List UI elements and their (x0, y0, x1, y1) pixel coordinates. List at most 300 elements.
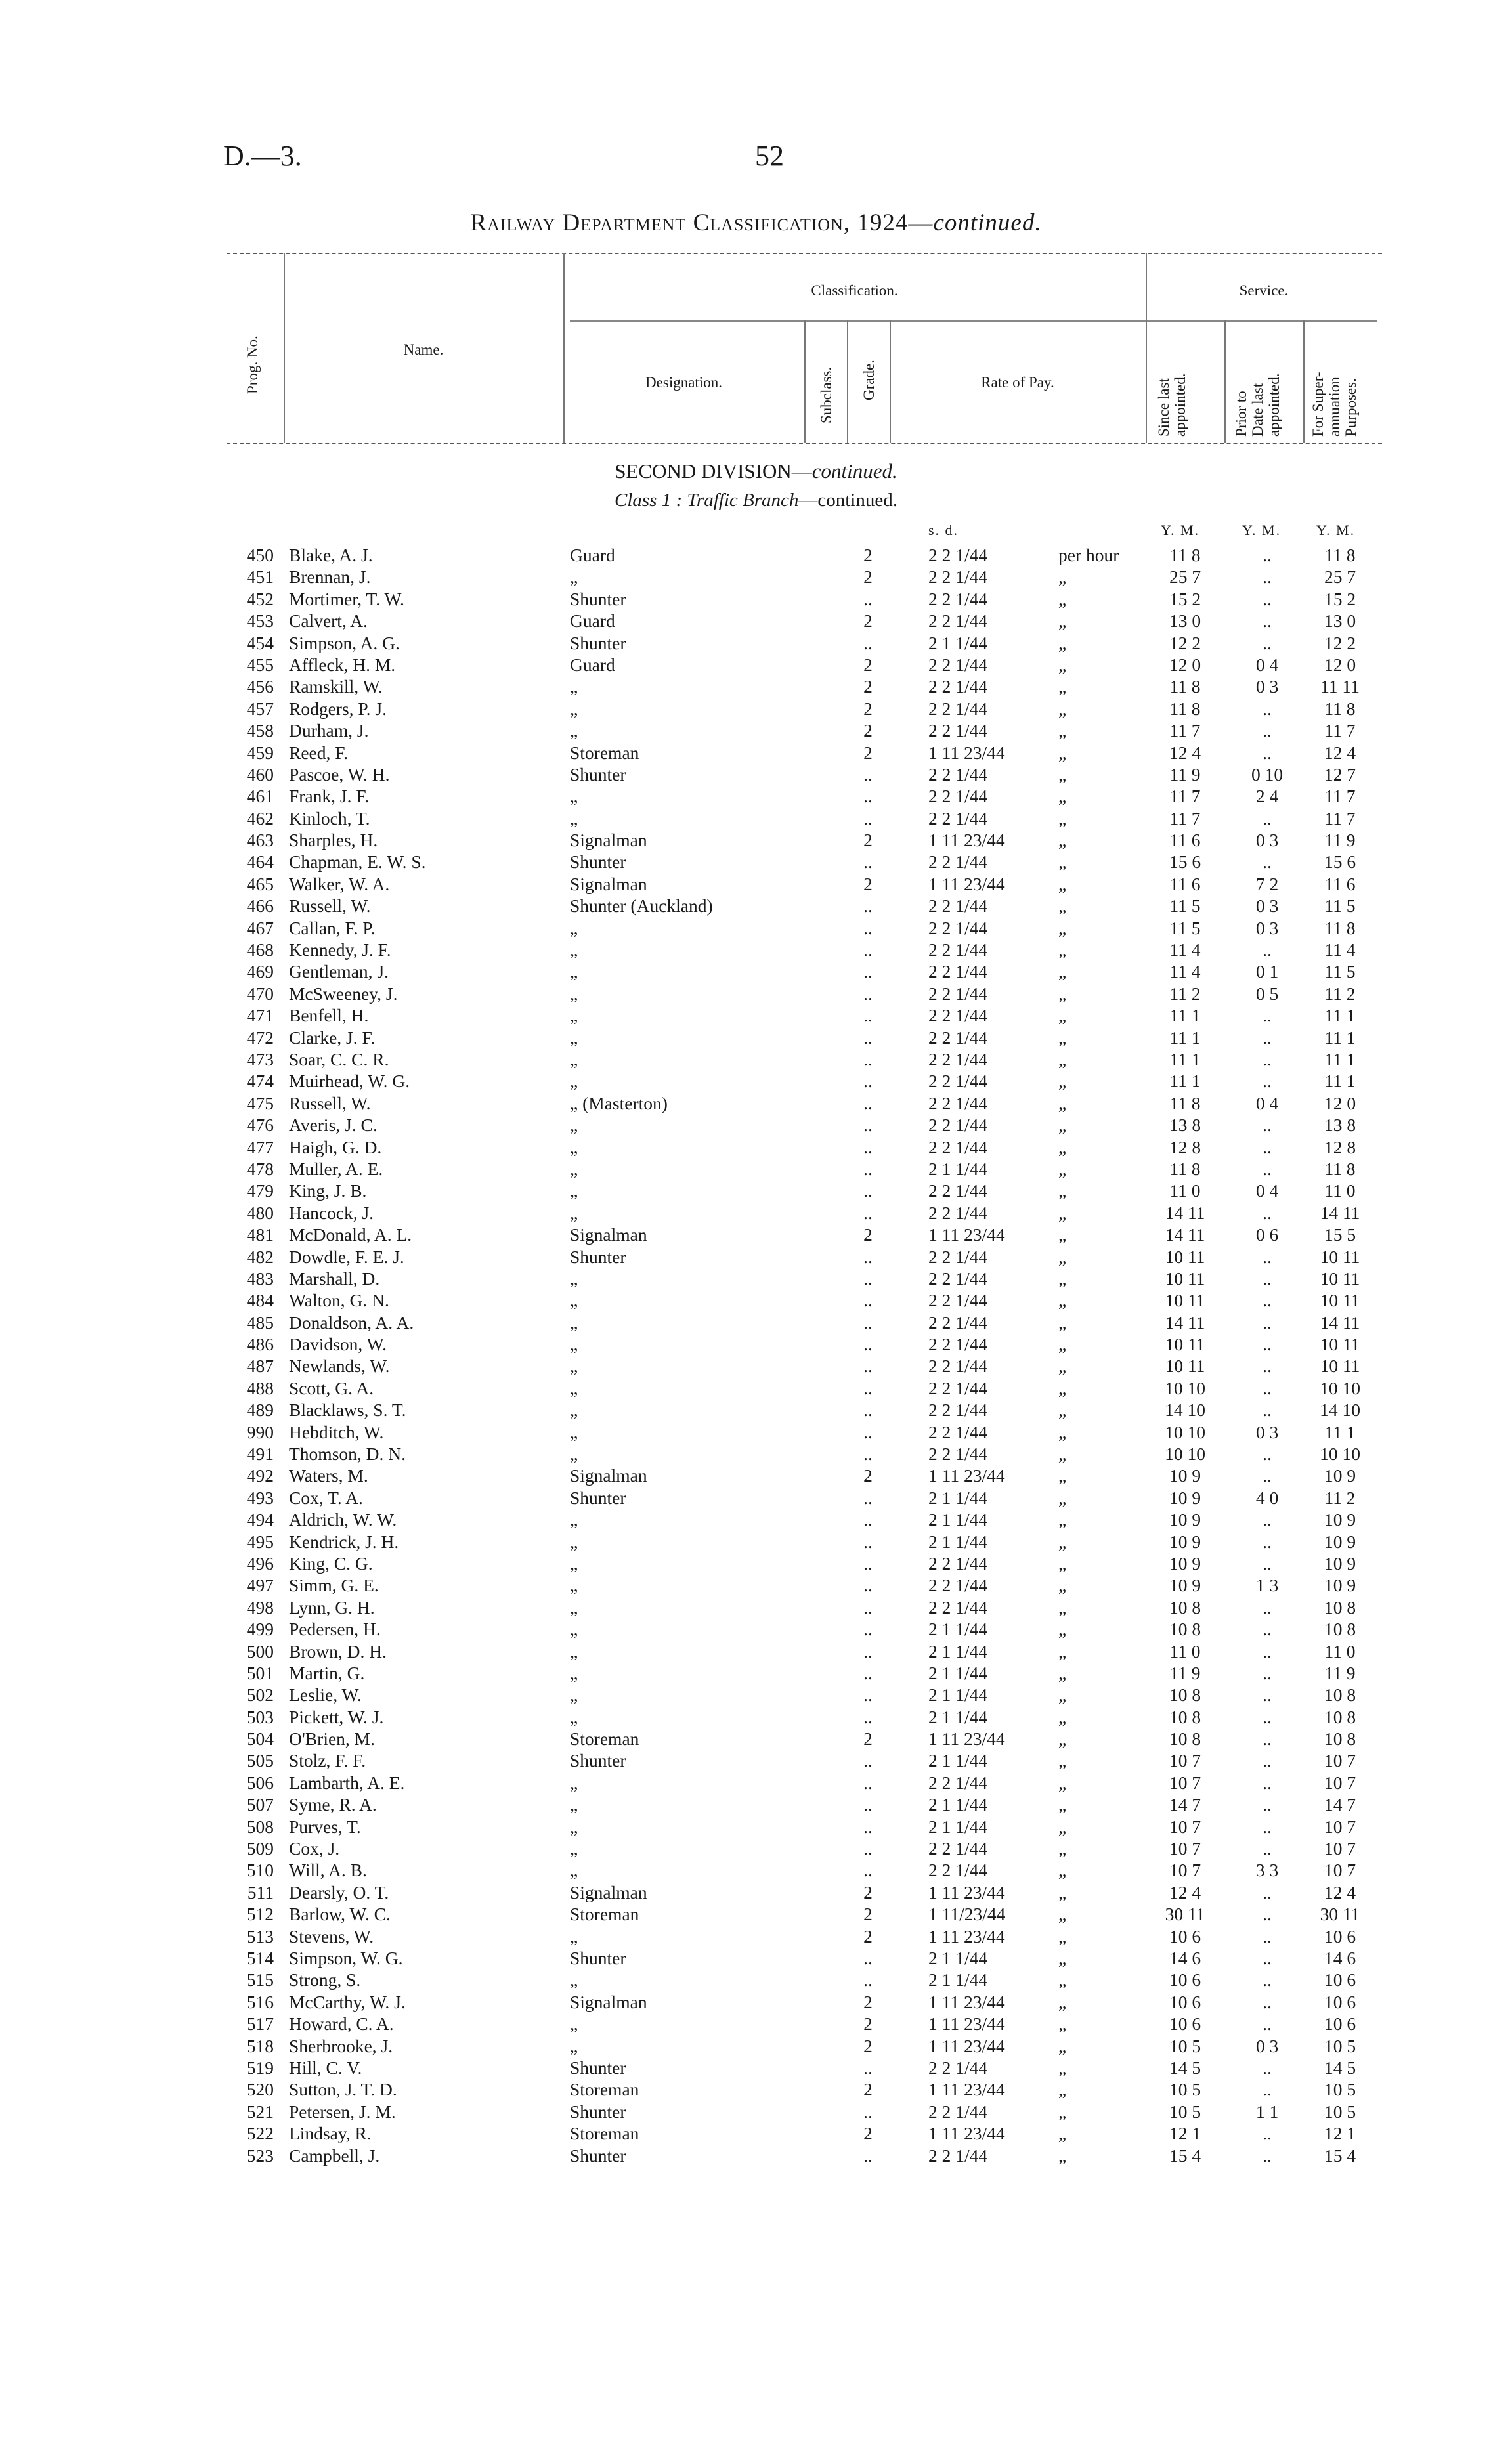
designation-cell: „ (570, 1794, 578, 1815)
superannuation-cell: 15 2 (1324, 588, 1356, 609)
rate-of-pay-cell: 2 1 1/44 (928, 1509, 988, 1530)
rate-unit-cell: „ (1058, 720, 1067, 741)
subclass-cell: .. (863, 1816, 873, 1837)
table-row (0, 1115, 1512, 1136)
header-since-text: Since last appointed. (1156, 373, 1188, 437)
table-row (0, 1027, 1512, 1049)
subclass-cell: .. (863, 1005, 873, 1026)
table-row (0, 1400, 1512, 1421)
name-cell: Russell, W. (289, 895, 371, 916)
subclass-cell: 2 (863, 654, 873, 675)
prog-no-cell: 462 (246, 807, 274, 828)
prior-service-cell: 0 10 (1251, 763, 1284, 784)
since-last-appointed-cell: 30 11 (1165, 1904, 1205, 1925)
since-last-appointed-cell: 10 10 (1165, 1444, 1205, 1465)
since-last-appointed-cell: 14 11 (1165, 1312, 1205, 1333)
prog-no-cell: 471 (246, 1005, 274, 1026)
rate-unit-cell: „ (1058, 1553, 1067, 1574)
designation-cell: „ (570, 1180, 578, 1201)
rate-of-pay-cell: 2 2 1/44 (928, 2145, 988, 2166)
page-number: 52 (755, 140, 784, 172)
prog-no-cell: 472 (246, 1027, 274, 1048)
name-cell: Kinloch, T. (289, 807, 370, 828)
rate-of-pay-cell: 2 2 1/44 (928, 1421, 988, 1442)
rate-unit-cell: „ (1058, 851, 1067, 872)
name-cell: Walker, W. A. (289, 873, 390, 894)
table-row (0, 1860, 1512, 1881)
rate-of-pay-cell: 2 1 1/44 (928, 1641, 988, 1662)
subclass-cell: .. (863, 1246, 873, 1267)
name-cell: Brown, D. H. (289, 1641, 387, 1662)
since-last-appointed-cell: 14 6 (1169, 1948, 1201, 1968)
rate-unit-cell: „ (1058, 742, 1067, 763)
table-row (0, 1816, 1512, 1838)
subclass-cell: .. (863, 1377, 873, 1398)
since-last-appointed-cell: 10 8 (1169, 1685, 1201, 1706)
designation-cell: Signalman (570, 1465, 647, 1486)
prior-service-cell: .. (1263, 1071, 1272, 1092)
rate-unit-cell: „ (1058, 807, 1067, 828)
designation-cell: Signalman (570, 1224, 647, 1245)
rate-unit-cell: „ (1058, 1005, 1067, 1026)
rate-unit-cell: „ (1058, 1575, 1067, 1596)
designation-cell: Storeman (570, 1904, 639, 1925)
superannuation-cell: 13 8 (1324, 1115, 1356, 1136)
table-row (0, 1641, 1512, 1663)
designation-cell: „ (570, 1268, 578, 1289)
since-last-appointed-cell: 11 0 (1169, 1641, 1201, 1662)
unit-super: Y. M. (1316, 522, 1356, 538)
superannuation-cell: 14 6 (1324, 1948, 1356, 1968)
rate-of-pay-cell: 2 2 1/44 (928, 1268, 988, 1289)
rate-unit-cell: „ (1058, 1619, 1067, 1640)
designation-cell: Signalman (570, 1991, 647, 2012)
prog-no-cell: 488 (246, 1377, 274, 1398)
rate-of-pay-cell: 1 11 23/44 (928, 1991, 1005, 2012)
superannuation-cell: 10 10 (1320, 1377, 1360, 1398)
subclass-cell: .. (863, 1048, 873, 1069)
subclass-cell: 2 (863, 1991, 873, 2012)
document-title (0, 209, 1512, 237)
table-row (0, 2145, 1512, 2167)
prior-service-cell: 0 3 (1255, 2035, 1279, 2056)
prior-service-cell: 0 3 (1255, 676, 1279, 697)
since-last-appointed-cell: 10 8 (1169, 1619, 1201, 1640)
superannuation-cell: 11 2 (1324, 983, 1356, 1004)
designation-cell: „ (570, 1969, 578, 1990)
prior-service-cell: 3 3 (1255, 1860, 1279, 1881)
designation-cell: Guard (570, 611, 615, 632)
subclass-cell: .. (863, 961, 873, 982)
since-last-appointed-cell: 11 5 (1169, 895, 1201, 916)
superannuation-cell: 12 4 (1324, 1881, 1356, 1902)
rate-of-pay-cell: 2 2 1/44 (928, 2101, 988, 2122)
since-last-appointed-cell: 11 8 (1169, 676, 1201, 697)
subclass-cell: .. (863, 1772, 873, 1793)
prog-no-cell: 497 (246, 1575, 274, 1596)
rule-after-designation (804, 320, 806, 443)
superannuation-cell: 11 2 (1324, 1487, 1356, 1508)
rate-unit-cell: „ (1058, 1509, 1067, 1530)
name-cell: Dearsly, O. T. (289, 1881, 389, 1902)
rate-unit-cell: „ (1058, 1925, 1067, 1946)
rate-unit-cell: „ (1058, 1750, 1067, 1771)
rate-unit-cell: „ (1058, 567, 1067, 588)
subclass-cell: 2 (863, 2013, 873, 2034)
rate-of-pay-cell: 2 2 1/44 (928, 611, 988, 632)
table-row (0, 1290, 1512, 1312)
prog-no-cell: 498 (246, 1597, 274, 1618)
rate-of-pay-cell: 2 2 1/44 (928, 983, 988, 1004)
prior-service-cell: .. (1263, 1662, 1272, 1683)
designation-cell: „ (570, 1202, 578, 1223)
prior-service-cell: .. (1263, 1268, 1272, 1289)
name-cell: Muirhead, W. G. (289, 1071, 410, 1092)
rate-of-pay-cell: 2 2 1/44 (928, 1202, 988, 1223)
prog-no-cell: 493 (246, 1487, 274, 1508)
subclass-cell: .. (863, 895, 873, 916)
rule-after-since (1224, 320, 1226, 443)
rate-of-pay-cell: 2 1 1/44 (928, 632, 988, 653)
subclass-cell: .. (863, 1794, 873, 1815)
prior-service-cell: .. (1263, 1838, 1272, 1859)
prior-service-cell: 0 4 (1255, 654, 1279, 675)
table-row (0, 1356, 1512, 1377)
designation-cell: „ (570, 1597, 578, 1618)
rate-of-pay-cell: 2 1 1/44 (928, 1750, 988, 1771)
prog-no-cell: 504 (246, 1729, 274, 1750)
rate-of-pay-cell: 1 11 23/44 (928, 2079, 1005, 2100)
prog-no-cell: 511 (247, 1881, 274, 1902)
table-row (0, 764, 1512, 786)
rate-unit-cell: „ (1058, 2123, 1067, 2144)
rate-unit-cell: „ (1058, 1048, 1067, 1069)
unit-prior: Y. M. (1242, 522, 1282, 538)
subclass-cell: .. (863, 1421, 873, 1442)
table-row (0, 1948, 1512, 1969)
rate-unit-cell: „ (1058, 763, 1067, 784)
superannuation-cell: 11 8 (1324, 917, 1356, 938)
since-last-appointed-cell: 10 9 (1169, 1509, 1201, 1530)
designation-cell: Storeman (570, 2123, 639, 2144)
prog-no-cell: 466 (246, 895, 274, 916)
rate-unit-cell: „ (1058, 1400, 1067, 1421)
since-last-appointed-cell: 10 6 (1169, 1969, 1201, 1990)
since-last-appointed-cell: 10 6 (1169, 2013, 1201, 2034)
rate-of-pay-cell: 2 2 1/44 (928, 1575, 988, 1596)
superannuation-cell: 11 1 (1324, 1005, 1356, 1026)
rate-of-pay-cell: 2 2 1/44 (928, 1180, 988, 1201)
prog-no-cell: 489 (246, 1400, 274, 1421)
subclass-cell: 2 (863, 545, 873, 565)
prog-no-cell: 473 (246, 1048, 274, 1069)
table-row (0, 1685, 1512, 1706)
designation-cell: Shunter (570, 2145, 626, 2166)
designation-cell: „ (570, 1641, 578, 1662)
table-row (0, 1838, 1512, 1860)
table-row (0, 1509, 1512, 1531)
rate-of-pay-cell: 2 1 1/44 (928, 1662, 988, 1683)
prior-service-cell: .. (1263, 851, 1272, 872)
since-last-appointed-cell: 11 8 (1169, 698, 1201, 719)
name-cell: Waters, M. (289, 1465, 368, 1486)
rate-of-pay-cell: 2 2 1/44 (928, 567, 988, 588)
prog-no-cell: 476 (246, 1115, 274, 1136)
rate-unit-cell: „ (1058, 1531, 1067, 1552)
designation-cell: „ (570, 1531, 578, 1552)
subclass-cell: .. (863, 1400, 873, 1421)
designation-cell: „ (570, 2013, 578, 2034)
prior-service-cell: .. (1263, 1509, 1272, 1530)
superannuation-cell: 10 8 (1324, 1619, 1356, 1640)
branch-continued: —continued. (798, 490, 897, 511)
rate-unit-cell: „ (1058, 1444, 1067, 1465)
name-cell: Newlands, W. (289, 1356, 390, 1377)
prog-no-cell: 479 (246, 1180, 274, 1201)
prog-no-cell: 457 (246, 698, 274, 719)
prog-no-cell: 500 (246, 1641, 274, 1662)
name-cell: Sherbrooke, J. (289, 2035, 393, 2056)
rate-unit-cell: „ (1058, 1706, 1067, 1727)
rate-unit-cell: „ (1058, 1904, 1067, 1925)
prior-service-cell: .. (1263, 1158, 1272, 1179)
prog-no-cell: 456 (246, 676, 274, 697)
designation-cell: „ (570, 1290, 578, 1311)
superannuation-cell: 10 8 (1324, 1597, 1356, 1618)
subclass-cell: 2 (863, 873, 873, 894)
prior-service-cell: .. (1263, 1465, 1272, 1486)
division-label: SECOND DIVISION— (615, 460, 812, 483)
rate-of-pay-cell: 2 1 1/44 (928, 1969, 988, 1990)
prior-service-cell: .. (1263, 1290, 1272, 1311)
rate-of-pay-cell: 2 2 1/44 (928, 786, 988, 807)
table-row (0, 1619, 1512, 1641)
subclass-cell: .. (863, 1662, 873, 1683)
prog-no-cell: 514 (246, 1948, 274, 1968)
superannuation-cell: 10 6 (1324, 1925, 1356, 1946)
table-row (0, 1137, 1512, 1159)
prog-no-cell: 455 (246, 654, 274, 675)
rate-of-pay-cell: 1 11 23/44 (928, 830, 1005, 851)
superannuation-cell: 12 0 (1324, 654, 1356, 675)
prior-service-cell: .. (1263, 1246, 1272, 1267)
rate-unit-cell: „ (1058, 1991, 1067, 2012)
name-cell: Strong, S. (289, 1969, 361, 1990)
prog-no-cell: 512 (246, 1904, 274, 1925)
since-last-appointed-cell: 10 7 (1169, 1860, 1201, 1881)
prog-no-cell: 451 (246, 567, 274, 588)
header-service: Service. (1239, 282, 1289, 299)
prior-service-cell: 4 0 (1255, 1487, 1279, 1508)
designation-cell: Guard (570, 654, 615, 675)
prog-no-cell: 990 (246, 1421, 274, 1442)
superannuation-cell: 10 8 (1324, 1685, 1356, 1706)
table-row (0, 1553, 1512, 1575)
since-last-appointed-cell: 10 5 (1169, 2035, 1201, 2056)
name-cell: Averis, J. C. (289, 1115, 378, 1136)
header-superannuation (1310, 338, 1359, 437)
table-row (0, 545, 1512, 567)
subclass-cell: .. (863, 1202, 873, 1223)
rate-unit-cell: „ (1058, 873, 1067, 894)
prior-service-cell: .. (1263, 1553, 1272, 1574)
rate-of-pay-cell: 2 1 1/44 (928, 1487, 988, 1508)
subclass-cell: .. (863, 1487, 873, 1508)
designation-cell: Shunter (570, 851, 626, 872)
superannuation-cell: 11 7 (1324, 807, 1356, 828)
rate-unit-cell: „ (1058, 1334, 1067, 1355)
superannuation-cell: 10 7 (1324, 1750, 1356, 1771)
subclass-cell: 2 (863, 1904, 873, 1925)
superannuation-cell: 11 4 (1324, 939, 1356, 960)
header-prog-no: Prog. No. (244, 335, 261, 394)
prog-no-cell: 508 (246, 1816, 274, 1837)
since-last-appointed-cell: 10 8 (1169, 1597, 1201, 1618)
since-last-appointed-cell: 10 9 (1169, 1487, 1201, 1508)
prior-service-cell: .. (1263, 1619, 1272, 1640)
designation-cell: „ (570, 1071, 578, 1092)
designation-cell: „ (570, 1662, 578, 1683)
table-row (0, 1707, 1512, 1729)
superannuation-cell: 10 9 (1324, 1553, 1356, 1574)
since-last-appointed-cell: 11 1 (1169, 1005, 1201, 1026)
superannuation-cell: 11 7 (1324, 720, 1356, 741)
designation-cell: „ (570, 1005, 578, 1026)
table-row (0, 742, 1512, 764)
unit-rate: s. d. (928, 522, 959, 538)
division-continued: continued. (811, 460, 897, 483)
subclass-cell: .. (863, 2057, 873, 2078)
prior-service-cell: .. (1263, 567, 1272, 588)
designation-cell: „ (570, 1553, 578, 1574)
prog-no-cell: 513 (246, 1925, 274, 1946)
since-last-appointed-cell: 10 5 (1169, 2101, 1201, 2122)
superannuation-cell: 11 9 (1324, 1662, 1356, 1683)
since-last-appointed-cell: 10 9 (1169, 1531, 1201, 1552)
designation-cell: „ (570, 1334, 578, 1355)
rate-of-pay-cell: 2 2 1/44 (928, 1553, 988, 1574)
designation-cell: „ (Masterton) (570, 1092, 668, 1113)
subclass-cell: .. (863, 1619, 873, 1640)
prior-service-cell: .. (1263, 2145, 1272, 2166)
prog-no-cell: 485 (246, 1312, 274, 1333)
prog-no-cell: 510 (246, 1860, 274, 1881)
name-cell: Benfell, H. (289, 1005, 369, 1026)
table-row (0, 2123, 1512, 2145)
subclass-cell: .. (863, 1092, 873, 1113)
prior-service-cell: .. (1263, 698, 1272, 719)
table-row (0, 1794, 1512, 1816)
rate-of-pay-cell: 2 2 1/44 (928, 1071, 988, 1092)
table-row (0, 655, 1512, 676)
name-cell: Dowdle, F. E. J. (289, 1246, 404, 1267)
rate-unit-cell: „ (1058, 2079, 1067, 2100)
designation-cell: „ (570, 786, 578, 807)
name-cell: Frank, J. F. (289, 786, 370, 807)
superannuation-cell: 12 7 (1324, 763, 1356, 784)
table-row (0, 611, 1512, 632)
since-last-appointed-cell: 10 7 (1169, 1772, 1201, 1793)
since-last-appointed-cell: 25 7 (1169, 567, 1201, 588)
rate-unit-cell: „ (1058, 1290, 1067, 1311)
since-last-appointed-cell: 10 6 (1169, 1925, 1201, 1946)
document-title-continued: continued. (933, 209, 1042, 236)
since-last-appointed-cell: 10 9 (1169, 1553, 1201, 1574)
name-cell: Hill, C. V. (289, 2057, 362, 2078)
rate-unit-cell: „ (1058, 676, 1067, 697)
table-row (0, 895, 1512, 917)
rate-of-pay-cell: 2 2 1/44 (928, 1092, 988, 1113)
prog-no-cell: 494 (246, 1509, 274, 1530)
rate-of-pay-cell: 2 2 1/44 (928, 1334, 988, 1355)
table-row (0, 1663, 1512, 1685)
table-body (0, 545, 1512, 2167)
name-cell: McDonald, A. L. (289, 1224, 412, 1245)
prior-service-cell: .. (1263, 545, 1272, 565)
prog-no-cell: 452 (246, 588, 274, 609)
rate-of-pay-cell: 2 2 1/44 (928, 1444, 988, 1465)
subclass-cell: .. (863, 1706, 873, 1727)
name-cell: Pickett, W. J. (289, 1706, 384, 1727)
subclass-cell: .. (863, 1268, 873, 1289)
prog-no-cell: 507 (246, 1794, 274, 1815)
name-cell: Simm, G. E. (289, 1575, 379, 1596)
subclass-cell: .. (863, 1575, 873, 1596)
table-row (0, 1532, 1512, 1553)
prog-no-cell: 501 (246, 1662, 274, 1683)
rate-of-pay-cell: 2 2 1/44 (928, 1290, 988, 1311)
rule-after-rate (1146, 253, 1147, 443)
subclass-cell: 2 (863, 1925, 873, 1946)
superannuation-cell: 11 5 (1324, 895, 1356, 916)
prog-no-cell: 517 (246, 2013, 274, 2034)
designation-cell: „ (570, 1816, 578, 1837)
rate-of-pay-cell: 2 2 1/44 (928, 1838, 988, 1859)
subclass-cell: .. (863, 983, 873, 1004)
subclass-cell: .. (863, 2145, 873, 2166)
designation-cell: „ (570, 939, 578, 960)
table-row (0, 786, 1512, 807)
superannuation-cell: 11 7 (1324, 786, 1356, 807)
prior-service-cell: .. (1263, 1334, 1272, 1355)
since-last-appointed-cell: 11 6 (1169, 873, 1201, 894)
table-row (0, 1969, 1512, 1991)
designation-cell: Shunter (570, 1487, 626, 1508)
subclass-cell: .. (863, 1750, 873, 1771)
name-cell: Kendrick, J. H. (289, 1531, 399, 1552)
subclass-cell: .. (863, 1071, 873, 1092)
name-cell: Marshall, D. (289, 1268, 380, 1289)
class-label: Class 1 : (615, 490, 687, 511)
table-row (0, 1750, 1512, 1772)
name-cell: Pedersen, H. (289, 1619, 381, 1640)
designation-cell: Shunter (570, 1246, 626, 1267)
table-row (0, 698, 1512, 720)
since-last-appointed-cell: 11 1 (1169, 1048, 1201, 1069)
superannuation-cell: 10 11 (1320, 1246, 1360, 1267)
rate-unit-cell: „ (1058, 1641, 1067, 1662)
designation-cell: „ (570, 720, 578, 741)
superannuation-cell: 14 5 (1324, 2057, 1356, 2078)
name-cell: Syme, R. A. (289, 1794, 377, 1815)
subclass-cell: .. (863, 763, 873, 784)
subclass-cell: 2 (863, 830, 873, 851)
prog-no-cell: 515 (246, 1969, 274, 1990)
designation-cell: „ (570, 1400, 578, 1421)
since-last-appointed-cell: 11 8 (1169, 545, 1201, 565)
unit-since: Y. M. (1161, 522, 1200, 538)
rate-unit-cell: „ (1058, 1246, 1067, 1267)
